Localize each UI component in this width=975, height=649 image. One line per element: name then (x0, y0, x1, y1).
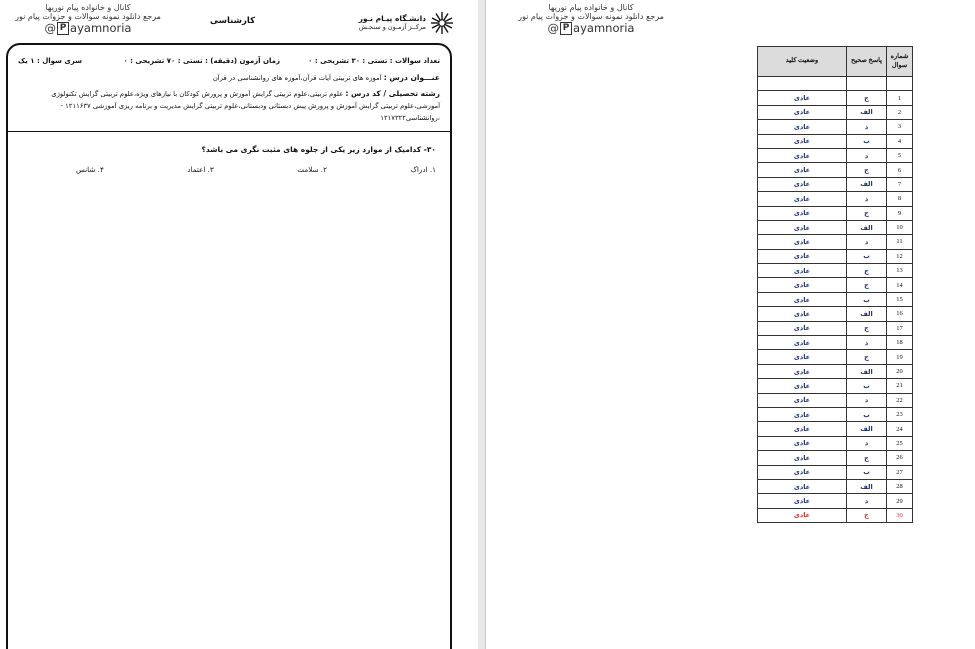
header-status: وضعیت کلید (758, 47, 847, 77)
table-row (758, 120, 913, 134)
answer-cell: ب (847, 407, 887, 421)
status-cell: عادی (758, 163, 847, 177)
answer-cell: ب (847, 465, 887, 479)
answer-cell: الف (847, 177, 887, 191)
answer-cell: الف (847, 364, 887, 378)
table-header-row (758, 47, 913, 77)
course-title-label: عنـــوان درس : (383, 73, 440, 82)
number-cell: 3 (887, 120, 913, 134)
table-row (758, 465, 913, 479)
answer-key-table (757, 46, 913, 523)
number-cell: 15 (887, 292, 913, 306)
answer-cell: ج (847, 91, 887, 105)
number-cell: 21 (887, 379, 913, 393)
course-title (16, 71, 440, 85)
handle-p-logo: P (560, 22, 572, 35)
table-row (758, 163, 913, 177)
answer-cell: الف (847, 105, 887, 119)
answer-cell: ب (847, 249, 887, 263)
table-row (758, 177, 913, 191)
number-cell: 7 (887, 177, 913, 191)
status-cell: عادی (758, 451, 847, 465)
status-cell: عادی (758, 264, 847, 278)
number-cell: 19 (887, 350, 913, 364)
header-number: شماره سوال (887, 47, 913, 77)
table-row (758, 307, 913, 321)
exam-frame (6, 43, 452, 649)
channel-line-1: کانال و خانواده پیام نوریها (45, 3, 131, 12)
course-title-value: آموزه های تربیتی آیات قرآن،آموزه های روانشناسی در قرآن (212, 74, 382, 82)
table-row (758, 451, 913, 465)
answer-cell: د (847, 494, 887, 508)
answer-cell: د (847, 393, 887, 407)
number-cell: 12 (887, 249, 913, 263)
answer-cell: ج (847, 206, 887, 220)
status-cell: عادی (758, 436, 847, 450)
number-cell: 10 (887, 220, 913, 234)
status-cell: عادی (758, 479, 847, 493)
status-cell: عادی (758, 364, 847, 378)
status-cell: عادی (758, 292, 847, 306)
answer-cell: د (847, 120, 887, 134)
number-cell: 28 (887, 479, 913, 493)
status-cell: عادی (758, 249, 847, 263)
exam-center-name: مرکــز آزمـون و سنجـش (358, 22, 426, 31)
table-row (758, 278, 913, 292)
table-row (758, 321, 913, 335)
number-cell: 22 (887, 393, 913, 407)
status-cell: عادی (758, 220, 847, 234)
channel-line-2: مرجع دانلود نمونه سوالات و جزوات پیام نور (15, 11, 161, 21)
table-row (758, 364, 913, 378)
status-cell: عادی (758, 407, 847, 421)
table-row (758, 264, 913, 278)
number-cell: 25 (887, 436, 913, 450)
handle-rest: ayamnoria (70, 20, 132, 35)
answer-cell: ج (847, 451, 887, 465)
option-4: ۴. شانس (76, 165, 104, 174)
answer-cell: د (847, 336, 887, 350)
channel-line-1: کانال و خانواده پیام نوریها (548, 3, 634, 12)
table-row (758, 105, 913, 119)
answer-cell: د (847, 192, 887, 206)
table-row (758, 422, 913, 436)
table-row (758, 134, 913, 148)
number-cell: 14 (887, 278, 913, 292)
header-divider (8, 131, 450, 132)
number-cell: 26 (887, 451, 913, 465)
channel-handle (496, 22, 686, 35)
number-cell: 20 (887, 364, 913, 378)
university-header (359, 11, 454, 35)
table-row (758, 148, 913, 162)
answer-cell: د (847, 235, 887, 249)
status-cell: عادی (758, 307, 847, 321)
option-3: ۳. اعتماد (187, 165, 214, 174)
status-cell: عادی (758, 120, 847, 134)
table-row (758, 292, 913, 306)
channel-line-2: مرجع دانلود نمونه سوالات و جزوات پیام نور (518, 11, 664, 21)
question-counts: تعداد سوالات : تستی : ۳۰ تشریحی : ۰ (308, 57, 440, 65)
number-cell: 13 (887, 264, 913, 278)
status-cell: عادی (758, 379, 847, 393)
answer-table-body (758, 77, 913, 523)
number-cell: 18 (887, 336, 913, 350)
status-cell: عادی (758, 235, 847, 249)
answer-cell: ب (847, 134, 887, 148)
header-answer: پاسخ صحیح (847, 47, 887, 77)
table-row (758, 508, 913, 522)
number-cell: 9 (887, 206, 913, 220)
question-series: سری سوال : ۱ یک (18, 57, 83, 65)
status-cell: عادی (758, 508, 847, 522)
answer-cell: الف (847, 422, 887, 436)
field-label: رشته تحصیلی / کد درس : (345, 89, 440, 98)
table-row (758, 220, 913, 234)
answer-cell: ج (847, 321, 887, 335)
number-cell: 24 (887, 422, 913, 436)
answer-cell: ج (847, 350, 887, 364)
answer-cell: د (847, 148, 887, 162)
number-cell: 27 (887, 465, 913, 479)
status-cell: عادی (758, 350, 847, 364)
status-cell: عادی (758, 321, 847, 335)
table-row (758, 206, 913, 220)
handle-rest: ayamnoria (573, 20, 635, 35)
number-cell: 29 (887, 494, 913, 508)
number-cell: 11 (887, 235, 913, 249)
university-name: دانشـگاه پیـام نـور (358, 13, 426, 23)
number-cell: 1 (887, 91, 913, 105)
answer-cell: الف (847, 479, 887, 493)
status-cell: عادی (758, 192, 847, 206)
table-row (758, 336, 913, 350)
question-text: ۳۰- کدامیک از موارد زیر یکی از جلوه های مثبت نگری می باشد؟ (201, 145, 436, 154)
channel-header (496, 4, 686, 35)
degree-level: کارشناسی (210, 16, 256, 26)
option-2: ۲. سلامت (297, 165, 327, 174)
status-cell: عادی (758, 422, 847, 436)
table-row (758, 393, 913, 407)
number-cell: 30 (887, 508, 913, 522)
table-row (758, 192, 913, 206)
answer-cell: ج (847, 163, 887, 177)
number-cell: 4 (887, 134, 913, 148)
table-row (758, 407, 913, 421)
answer-cell: ب (847, 379, 887, 393)
status-cell: عادی (758, 206, 847, 220)
exam-page (0, 0, 478, 649)
answer-options (76, 165, 436, 174)
status-cell: عادی (758, 393, 847, 407)
number-cell: 6 (887, 163, 913, 177)
table-row (758, 436, 913, 450)
table-row (758, 494, 913, 508)
table-row (758, 91, 913, 105)
table-row (758, 379, 913, 393)
status-cell: عادی (758, 177, 847, 191)
table-row (758, 350, 913, 364)
handle-at: @ (547, 20, 560, 35)
number-cell: 17 (887, 321, 913, 335)
number-cell: 2 (887, 105, 913, 119)
status-cell: عادی (758, 134, 847, 148)
answer-key-page (485, 0, 975, 649)
status-cell: عادی (758, 465, 847, 479)
field-value: علوم تربیتی،علوم تربیتی گرایش آموزش و پرورش کودکان با نیازهای ویژه،علوم تربیتی گرایش تکنولوژی آموزشی،علوم تربیتی گرایش آموزش و پرورش پیش دبستانی ودبستانی،علوم تربیتی گرایش مدیریت و برنامه ریزی آموزشی ۱۲۱۱۶۳۷ - ،روانشناسی۱۲۱۷۳۲۲ (51, 90, 440, 122)
answer-cell: الف (847, 307, 887, 321)
field-of-study (16, 87, 440, 125)
status-cell: عادی (758, 278, 847, 292)
status-cell: عادی (758, 494, 847, 508)
table-row (758, 235, 913, 249)
answer-cell: ب (847, 292, 887, 306)
status-cell: عادی (758, 105, 847, 119)
table-row (758, 479, 913, 493)
channel-header (8, 4, 168, 35)
number-cell: 16 (887, 307, 913, 321)
blank-row (758, 77, 913, 91)
table-row (758, 249, 913, 263)
number-cell: 23 (887, 407, 913, 421)
status-cell: عادی (758, 148, 847, 162)
exam-duration: زمان آزمون (دقیقه) : تستی : ۷۰ تشریحی : ۰ (123, 57, 280, 65)
answer-cell: د (847, 436, 887, 450)
channel-handle (8, 22, 168, 35)
status-cell: عادی (758, 91, 847, 105)
answer-cell: ج (847, 508, 887, 522)
handle-at: @ (44, 20, 57, 35)
number-cell: 8 (887, 192, 913, 206)
status-cell: عادی (758, 336, 847, 350)
university-logo-icon (430, 11, 454, 35)
handle-p-logo: P (57, 22, 69, 35)
answer-cell: ج (847, 278, 887, 292)
answer-cell: الف (847, 220, 887, 234)
option-1: ۱. ادراک (410, 165, 436, 174)
answer-cell: ج (847, 264, 887, 278)
number-cell: 5 (887, 148, 913, 162)
